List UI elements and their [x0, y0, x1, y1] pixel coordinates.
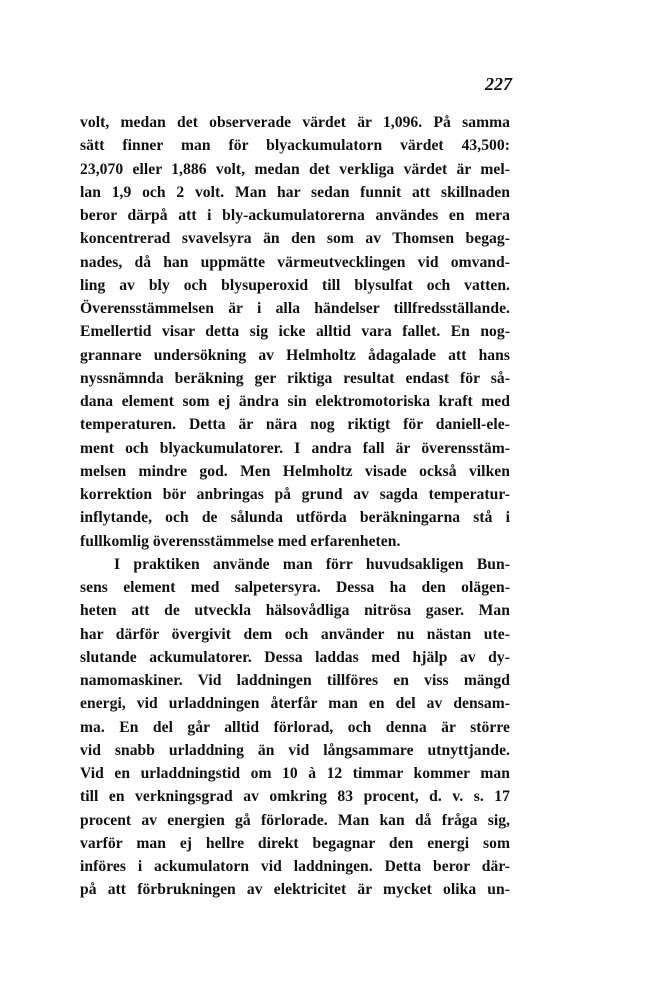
text-line: energi, vid urladdningen återfår man en del av densam-	[80, 695, 510, 713]
text-line: temperaturen. Detta är nära nog riktigt för daniell-ele-	[80, 416, 510, 434]
text-line: sätt finner man för blyackumulatorn värdet 43,500:	[80, 137, 510, 155]
text-line: koncentrerad svavelsyra än den som av Thomsen begag-	[80, 230, 510, 248]
text-line: dana element som ej ändra sin elektromotoriska kraft med	[80, 393, 510, 410]
text-line: melsen mindre god. Men Helmholtz visade också vilken	[80, 462, 510, 480]
text-line: Överensstämmelsen är i alla händelser tillfredsställande.	[80, 300, 510, 317]
text-line: har därför övergivit dem och använder nu nästan ute-	[80, 625, 510, 643]
text-line: beror därpå att i bly-ackumulatorerna användes en mera	[80, 207, 510, 224]
text-line: på att förbrukningen av elektricitet är mycket olika un-	[80, 881, 510, 899]
body-text	[80, 111, 510, 902]
text-line: vid snabb urladdning än vid långsammare utnyttjande.	[80, 741, 510, 759]
text-line: namomaskiner. Vid laddningen tillföres en viss mängd	[80, 672, 510, 689]
text-line: inflytande, och de sålunda utförda beräkningarna stå i	[80, 509, 510, 527]
text-line: 23,070 eller 1,886 volt, medan det verkliga värdet är mel-	[80, 160, 510, 178]
text-line: till en verkningsgrad av omkring 83 procent, d. v. s. 17	[80, 788, 510, 806]
text-line: grannare undersökning av Helmholtz ådagalade att hans	[80, 346, 510, 364]
page-number: 227	[485, 74, 512, 94]
text-line: korrektion bör anbringas på grund av sagda temperatur-	[80, 486, 510, 503]
text-line: volt, medan det observerade värdet är 1,096. På samma	[80, 114, 510, 131]
text-line: procent av energien gå förlorade. Man kan då fråga sig,	[80, 811, 510, 829]
text-line: ma. En del går alltid förlorad, och denna är större	[80, 718, 510, 736]
text-line: nyssnämnda beräkning ger riktiga resultat endast för så-	[80, 369, 510, 387]
text-line: lan 1,9 och 2 volt. Man har sedan funnit att skillnaden	[80, 183, 510, 201]
text-line: ling av bly och blysuperoxid till blysulfat och vatten.	[80, 276, 510, 294]
text-line: fullkomlig överensstämmelse med erfarenheten.	[80, 532, 401, 550]
text-line: I praktiken använde man förr huvudsakligen Bun-	[114, 555, 510, 573]
text-line: nades, då han uppmätte värmeutvecklingen vid omvand-	[80, 253, 510, 271]
text-line: ment och blyackumulatorer. I andra fall är överensstäm-	[80, 439, 510, 457]
text-line: Emellertid visar detta sig icke alltid vara fallet. En nog-	[80, 323, 510, 341]
text-line: sens element med salpetersyra. Dessa ha den olägen-	[80, 579, 510, 596]
text-line: införes i ackumulatorn vid laddningen. Detta beror där-	[80, 858, 510, 875]
text-line: slutande ackumulatorer. Dessa laddas med hjälp av dy-	[80, 648, 510, 666]
text-line: heten att de utveckla hälsovådliga nitrösa gaser. Man	[80, 602, 510, 620]
text-line: varför man ej hellre direkt begagnar den energi som	[80, 834, 510, 852]
text-line: Vid en urladdningstid om 10 à 12 timmar kommer man	[80, 765, 510, 782]
